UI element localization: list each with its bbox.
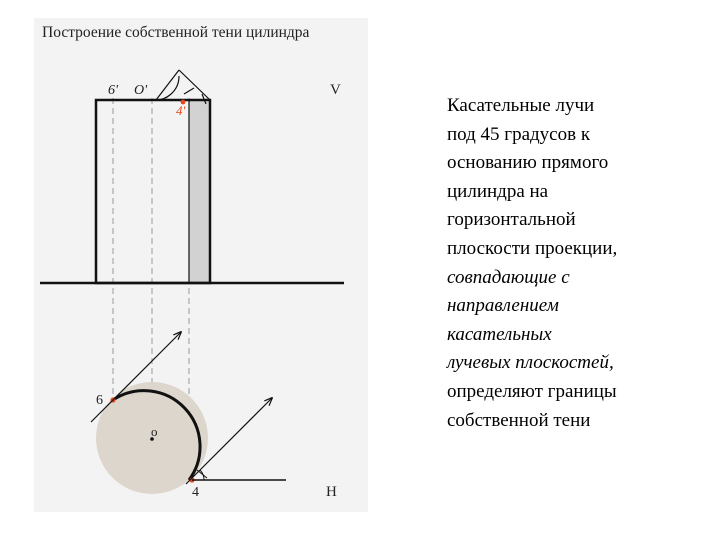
cylinder-shadow-diagram <box>34 18 368 512</box>
text-line-italic: лучевых плоскостей, <box>447 352 614 374</box>
own-shadow-strip <box>189 100 210 283</box>
text-line-italic: касательных <box>447 323 552 345</box>
label-plane-V: V <box>330 82 341 98</box>
text-line: плоскости проекции, <box>447 237 618 259</box>
text-line: горизонтальной <box>447 209 576 231</box>
label-top-4: 4 <box>192 485 199 500</box>
label-plane-H: H <box>326 484 337 500</box>
label-front-O: O' <box>134 83 148 98</box>
text-line: определяют границы <box>447 380 617 402</box>
label-front-6: 6' <box>108 83 118 98</box>
text-line-italic: совпадающие с <box>447 266 570 288</box>
label-top-6: 6 <box>96 393 103 408</box>
label-top-o: o <box>151 424 158 439</box>
text-line: основанию прямого <box>447 152 609 174</box>
text-line: Касательные лучи <box>447 95 595 116</box>
explanation-text <box>447 92 709 435</box>
text-line: собственной тени <box>447 409 591 431</box>
label-front-4: 4' <box>176 103 186 118</box>
figure-title: Построение собственной тени цилиндра <box>42 24 310 41</box>
text-line-italic: направлением <box>447 295 559 317</box>
text-line: цилиндра на <box>447 180 549 202</box>
figure-panel <box>34 18 368 512</box>
text-line: под 45 градусов к <box>447 123 591 145</box>
